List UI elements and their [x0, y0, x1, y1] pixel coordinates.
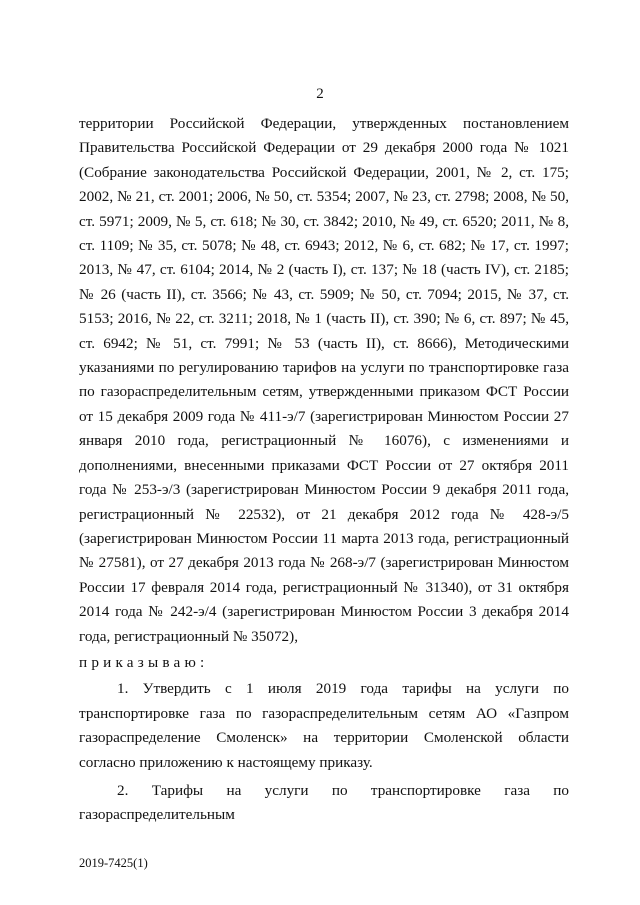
order-item-2: 2. Тарифы на услуги по транспортировке газа по газораспределительным	[79, 781, 569, 824]
document-body	[79, 112, 569, 828]
order-word: приказываю:	[79, 653, 209, 671]
page-number: 2	[316, 86, 324, 102]
preamble-paragraph: территории Российской Федерации, утвержденных постановлением Правительства Российской Федерации от 29 декабря 2000 года № 1021 (Собрание законодательства Российской Федерации, 2001, № 2, ст. 175; 2002, № 21, ст. 2001; 2006, № 50, ст. 5354; 2007, № 23, ст. 2798; 2008, № 50, ст. 5971; 2009, № 5, ст. 618; № 30, ст. 3842; 2010, № 49, ст. 6520; 2011, № 8, ст. 1109; № 35, ст. 5078; № 48, ст. 6943; 2012, № 6, ст. 682; № 17, ст. 1997; 2013, № 47, ст. 6104; 2014, № 2 (часть I), ст. 137; № 18 (часть IV), ст. 2185; № 26 (часть II), ст. 3566; № 43, ст. 5909; № 50, ст. 7094; 2015, № 37, ст. 5153; 2016, № 22, ст. 3211; 2018, № 1 (часть II), ст. 390; № 6, ст. 897; № 45, ст. 6942; № 51, ст. 7991; № 53 (часть II), ст. 8666), Методическими указаниями по регулированию тарифов на услуги по транспортировке газа по газораспределительным сетям, утвержденными приказом ФСТ России от 15 декабря 2009 года № 411-э/7 (зарегистрирован Минюстом России 27 января 2010 года, регистрационный № 16076), с изменениями и дополнениями, внесенными приказами ФСТ России от 27 октября 2011 года № 253-э/3 (зарегистрирован Минюстом России 9 декабря 2011 года, регистрационный № 22532), от 21 декабря 2012 года № 428-э/5 (зарегистрирован Минюстом России 11 марта 2013 года, регистрационный № 27581), от 27 декабря 2013 года № 268-э/7 (зарегистрирован Минюстом России 17 февраля 2014 года, регистрационный № 31340), от 31 октября 2014 года № 242-э/4 (зарегистрирован Минюстом России 3 декабря 2014 года, регистрационный № 35072),	[79, 115, 569, 645]
document-code: 2019-7425(1)	[79, 856, 148, 870]
order-item-1: 1. Утвердить с 1 июля 2019 года тарифы на услуги по транспортировке газа по газораспределительным сетям АО «Газпром газораспределение Смоленск» на территории Смоленской области согласно приложению к настоящему приказу.	[79, 680, 569, 771]
